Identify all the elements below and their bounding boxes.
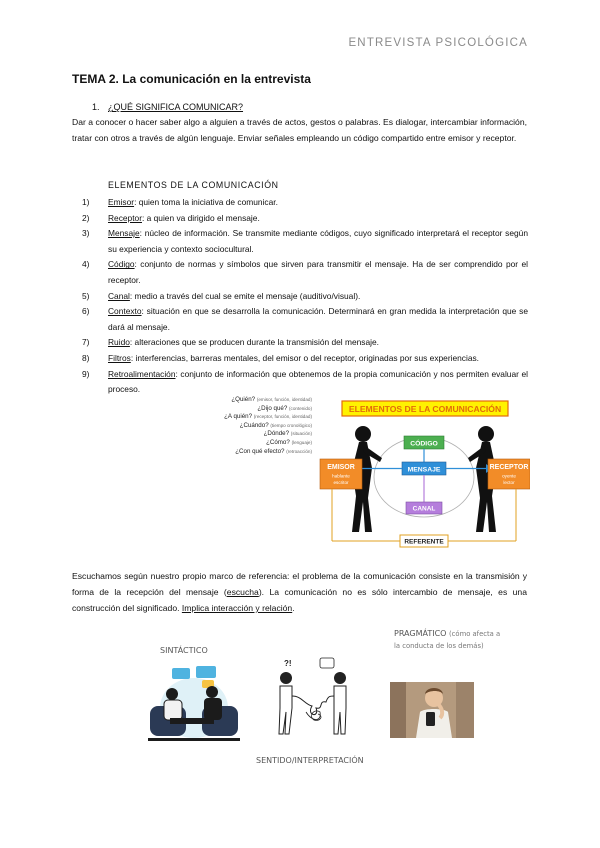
question-item [212,422,312,431]
list-item [82,226,528,257]
item-desc: : medio a través del cual se emite el mensaje (auditivo/visual). [129,290,361,301]
tangled-line [306,711,321,720]
item-number: 2) [82,212,90,223]
item-desc: : núcleo de información. Se transmite mediante códigos, cuyo significado interpretará el receptor según su experiencia y contexto sociocultural. [108,228,528,254]
tangled-line [292,696,334,715]
speech-bubble [320,658,334,668]
closing-text: ). La comunicación no es sólo intercambio de mensaje, es una construcción del significado. [72,587,527,613]
person-head [166,688,178,700]
question-item [212,413,312,422]
list-item [82,289,528,305]
interpretation-illustration [268,656,358,738]
item-number: 5) [82,290,90,301]
person-head [206,686,218,698]
pragmatico-label [394,628,504,652]
elements-list [82,195,528,398]
person-legs [192,718,214,724]
page-title: TEMA 2. La comunicación en la entrevista [72,72,311,86]
item-term: Filtros [108,352,131,363]
section-number: 1. [92,102,100,112]
item-number: 8) [82,352,90,363]
question-text: ¿Cómo? [266,438,290,446]
person-head [334,672,346,684]
emisor-sub: escritor [333,480,349,485]
questions-list [212,396,312,456]
question-text: ¿A quién? [224,413,253,421]
list-item [82,211,528,227]
pragmatico-title: PRAGMÁTICO [394,629,447,638]
escucha-term: escucha [226,587,259,597]
sentido-label: SENTIDO/INTERPRETACIÓN [256,756,364,765]
speech-bubble [172,668,190,679]
section-heading [92,102,243,112]
receptor-label: RECEPTOR [489,464,529,471]
item-desc: : conjunto de información que obtenemos de la propia comunicación y nos permiten evaluar el proceso. [108,368,528,395]
item-term: Retroalimentación [108,368,176,379]
photo-shelf [390,682,406,738]
question-text: ¿Cuándo? [239,421,269,429]
item-desc: : interferencias, barreras mentales, del emisor o del receptor, originadas por sus experiencias. [130,352,480,363]
closing-end: . [292,603,295,613]
mensaje-label: MENSAJE [407,466,441,474]
question-note: (contenido) [289,405,312,411]
pragmatico-note: (cómo afecta a la conducta de los demás) [394,630,501,650]
intro-paragraph: Dar a conocer o hacer saber algo a alguien a través de actos, gestos o palabras. Es dialogar, intercambiar información, tratar con otros a través de algún lenguaje. Enviar señales empleando un código compartido entre emisor y receptor. [72,117,527,143]
question-text: ¿Dónde? [263,430,290,438]
floor-line [148,738,240,741]
list-item [82,195,528,211]
phone [426,712,435,726]
question-item [212,396,312,405]
person-head [280,672,292,684]
item-term: Receptor [108,212,142,223]
item-term: Mensaje [108,228,140,239]
question-item [212,439,312,448]
question-note: (lenguaje) [291,439,312,445]
question-item [212,405,312,414]
question-item [212,448,312,457]
speech-bubble [196,666,216,678]
emisor-label: EMISOR [327,464,355,471]
item-term: Contexto [108,306,142,317]
item-number: 4) [82,259,90,270]
elements-title: ELEMENTOS DE LA COMUNICACIÓN [108,180,279,190]
list-item [82,304,528,335]
question-text: ¿Quién? [231,396,256,403]
referente-label: REFERENTE [404,538,444,546]
pragmatic-photo [390,682,474,738]
question-note: (retroacción) [286,448,312,454]
item-number: 1) [82,197,90,207]
diagram-title: ELEMENTOS DE LA COMUNICACIÓN [348,404,502,414]
closing-text: Escuchamos según nuestro propio marco de referencia: el problema de la comunicación consiste en la transmisión y forma de la recepción del mensaje ( [72,571,527,597]
list-item [82,351,528,367]
question-item [212,430,312,439]
photo-shelf [456,682,474,738]
person-body [204,698,222,720]
conversation-illustration [146,662,242,746]
person-body [334,686,346,734]
emisor-sub: hablante [332,473,350,479]
item-desc: : conjunto de normas y símbolos que sirven para transmitir el mensaje. Ha de ser comprendido por el receptor. [108,259,528,285]
person-legs [170,718,194,724]
question-note: (receptor, función, identidad) [253,414,312,420]
item-term: Canal [108,290,130,301]
list-item [82,367,528,398]
codigo-label: CÓDIGO [410,440,438,448]
sintactico-label: SINTÁCTICO [160,646,208,655]
canal-label: CANAL [412,505,436,513]
question-note: (situación) [290,431,312,437]
bubble-text: ?! [284,659,292,668]
closing-paragraph [72,568,527,616]
question-text: ¿Dijo qué? [257,404,288,412]
item-number: 7) [82,337,90,348]
question-note: (tiempo cronológico) [270,422,312,428]
section-heading-text: ¿QUÉ SIGNIFICA COMUNICAR? [108,102,244,112]
document-header: ENTREVISTA PSICOLÓGICA [348,37,528,49]
person-body [279,686,292,734]
item-number: 6) [82,306,90,317]
item-number: 9) [82,368,90,379]
item-desc: : alteraciones que se producen durante la transmisión del mensaje. [129,337,379,348]
item-desc: : quien toma la iniciativa de comunicar. [134,197,278,207]
item-desc: : situación en que se desarrolla la comunicación. Determinará en gran medida la interpretación que se dará al mensaje. [108,306,528,332]
receptor-sub: lector [503,480,515,485]
item-term: Código [108,259,135,270]
communication-diagram [318,398,530,552]
question-text: ¿Con qué efecto? [235,447,285,455]
person-body [164,700,182,720]
item-term: Ruido [108,337,130,348]
list-item [82,335,528,351]
item-term: Emisor [108,197,135,207]
implica-term: Implica interacción y relación [181,603,293,613]
item-number: 3) [82,228,90,239]
list-item [82,257,528,288]
receptor-sub: oyente [502,473,516,479]
item-desc: : a quien va dirigido el mensaje. [141,212,260,223]
question-note: (emisor, función, identidad) [256,397,312,402]
